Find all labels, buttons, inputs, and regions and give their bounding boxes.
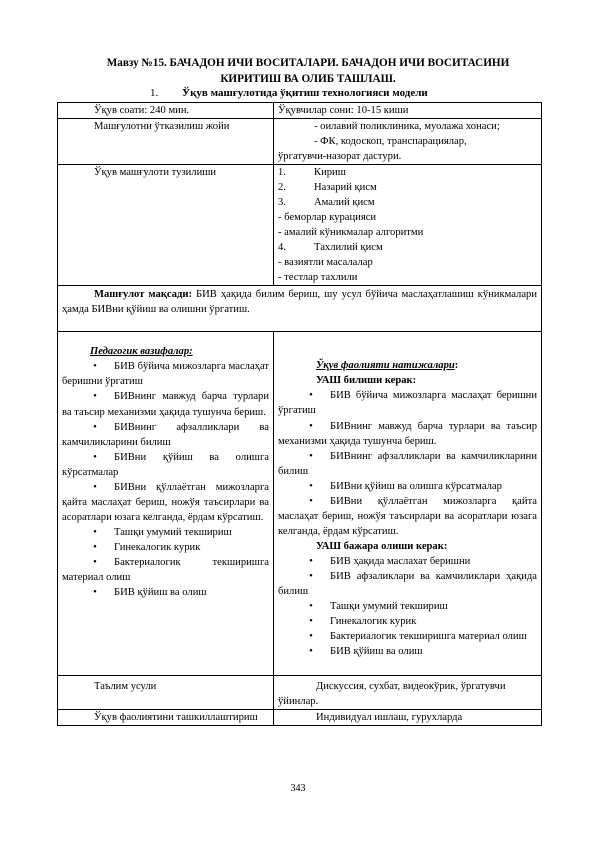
- technology-model-table: [57, 102, 542, 726]
- goal-cell: [58, 286, 542, 332]
- bullet-text: Гинекалогик курик: [114, 541, 201, 553]
- bullet-item: [278, 388, 537, 418]
- bullet-text: БИВни қўллаётган мижозларга қайта маслаҳат бериш, ножўя таъсирлари ва асоратлари юзага келганда, ёрдам кўрсатиш.: [278, 495, 537, 537]
- page-title: Мавзу №15. БАЧАДОН ИЧИ ВОСИТАЛАРИ. БАЧАДОН ИЧИ ВОСИТАСИНИ КИРИТИШ ВА ОЛИБ ТАШЛАШ.: [106, 57, 510, 85]
- bullet-text: БИВнинг афзалликлари ва камчиликларини билиш: [278, 450, 537, 477]
- bullet-text: БИВ қўйиш ва олиш: [114, 586, 207, 598]
- know-list: [278, 388, 537, 538]
- org-label: Ўқув фаолиятини ташкиллаштириш: [58, 710, 274, 726]
- bullet-item: [62, 540, 269, 555]
- bullet-item: [62, 450, 269, 480]
- bullet-item: [278, 554, 537, 569]
- bullet-item: [62, 585, 269, 600]
- bullet-text: БИВ афзаликлари ва камчиликлари ҳақида билиш: [278, 570, 537, 597]
- results-cell: Ўқув фаолияти натижалари: УАШ билиши керак: • БИВ бўйича мижозларга маслаҳат беришни ўргатиш • БИВнинг мавжуд барча турлари ва таъсир механизми ҳақида тушунча бериш. • БИВнинг афзалликлари ва камчиликларини билиш • БИВни қўйиш ва олишга кўрсатмалар • БИВни қўллаётган мижозларга қайта маслаҳат бериш, ножўя таъсирлари ва асоратлари юзага келганда, ёрдам кўрсатиш. УАШ бажара олиши керак: • БИВ ҳақида маслахат беришни • БИВ афзаликлари ва камчиликлари ҳақида билиш • Ташқи умумий текшириш • Гинекалогик курик • Бактериалогик текширишга материал олиш • БИВ қўйиш ва олиш: [274, 332, 542, 676]
- bullet-icon: •: [93, 556, 97, 568]
- table-row: [58, 286, 542, 332]
- place-line: - оилавий поликлиника, муолажа хонаси;: [314, 121, 500, 133]
- bullet-text: БИВнинг мавжуд барча турлари ва таъсир механизми ҳақида тушунча бериш.: [278, 420, 537, 447]
- bullet-icon: •: [309, 645, 313, 657]
- bullet-text: БИВнинг мавжуд барча турлари ва таъсир механизми ҳақида тушунча бериш.: [62, 391, 269, 418]
- bullet-icon: •: [93, 361, 97, 373]
- section-heading: [150, 86, 428, 102]
- students-cell: Ўқувчилар сони: 10-15 киши: [274, 103, 542, 119]
- bullet-item: [278, 419, 537, 449]
- bullet-text: БИВ ҳақида маслахат беришни: [330, 555, 471, 567]
- results-title: Ўқув фаолияти натижалари: [316, 360, 455, 372]
- bullet-icon: •: [93, 421, 97, 433]
- bullet-icon: •: [309, 480, 313, 492]
- bullet-text: БИВни қўйиш ва олишга кўрсатмалар: [330, 480, 502, 492]
- bullet-text: Гинекалогик курик: [330, 615, 417, 627]
- bullet-icon: •: [309, 495, 313, 507]
- bullet-text: БИВ бўйича мижозларга маслаҳат беришни ўргатиш: [278, 390, 537, 417]
- list-item: 1. Кириш: [278, 167, 346, 179]
- method-label: Таълим усули: [58, 676, 274, 710]
- list-subitem: - тестлар тахлили: [278, 272, 358, 284]
- section-number: 1.: [150, 87, 159, 99]
- bullet-item: [278, 479, 537, 494]
- bullet-item: [278, 614, 537, 629]
- bullet-icon: •: [93, 541, 97, 553]
- bullet-text: Бактериалогик текширишга материал олиш: [62, 556, 269, 583]
- bullet-icon: •: [93, 391, 97, 403]
- bullet-text: Бактериалогик текширишга материал олиш: [330, 630, 527, 642]
- list-item: 4. Тахлилий қисм: [278, 242, 383, 254]
- bullet-item: [278, 599, 537, 614]
- bullet-icon: •: [93, 451, 97, 463]
- bullet-item: [278, 449, 537, 479]
- know-title: УАШ билиши керак:: [316, 375, 417, 387]
- table-row: [58, 676, 542, 710]
- bullet-item: [62, 389, 269, 419]
- table-row: [58, 103, 542, 119]
- list-subitem: - беморлар курацияси: [278, 212, 377, 224]
- bullet-icon: •: [309, 570, 313, 582]
- page-number: 343: [290, 783, 306, 794]
- section-title: Ўқув машғулотида ўқитиш технологияси модели: [182, 87, 428, 99]
- bullet-text: БИВнинг афзалликлари ва камчиликларини билиш: [62, 421, 269, 448]
- bullet-icon: •: [309, 615, 313, 627]
- bullet-item: [278, 629, 537, 644]
- bullet-icon: •: [93, 526, 97, 538]
- bullet-item: [62, 359, 269, 389]
- bullet-icon: •: [309, 555, 313, 567]
- list-item: 2. Назарий қисм: [278, 182, 377, 194]
- org-value: Индивидуал ишлаш, гурухларда: [316, 712, 463, 724]
- list-subitem: - вазиятли масалалар: [278, 257, 373, 269]
- place-label: Машғулотни ўтказилиш жойи: [58, 119, 274, 165]
- bullet-icon: •: [93, 481, 97, 493]
- goal-text: БИВ ҳақида билим бериш, шу усул бўйича маслаҳатлашиш кўникмалари ҳамда БИВни қўйиш ва олишни ўргатиш.: [62, 289, 537, 316]
- pedagogical-tasks-cell: [58, 332, 274, 676]
- bullet-icon: •: [93, 586, 97, 598]
- table-row: [58, 119, 542, 165]
- method-value: Дискуссия, сухбат, видеокўрик, ўргатувчи ўйинлар.: [278, 681, 506, 708]
- bullet-item: [62, 555, 269, 585]
- bullet-icon: •: [309, 390, 313, 402]
- do-list: [278, 554, 537, 659]
- method-cell: [274, 676, 542, 710]
- bullet-text: Ташқи умумий текшириш: [330, 600, 448, 612]
- bullet-text: БИВ қўйиш ва олиш: [330, 645, 423, 657]
- place-line: ўргатувчи-назорат дастури.: [278, 151, 402, 163]
- do-title: УАШ бажара олиши керак:: [316, 540, 448, 552]
- pedagogical-tasks-list: [62, 359, 269, 600]
- bullet-item: [278, 569, 537, 599]
- bullet-icon: •: [309, 420, 313, 432]
- goal-label: Машғулот мақсади:: [94, 289, 193, 301]
- bullet-item: [278, 494, 537, 539]
- bullet-icon: •: [309, 600, 313, 612]
- list-item: 3. Амалий қисм: [278, 197, 375, 209]
- bullet-text: БИВни қўйиш ва олишга кўрсатмалар: [62, 451, 269, 478]
- place-line: - ФК, кодоскоп, транспарациялар,: [314, 136, 467, 148]
- bullet-icon: •: [309, 630, 313, 642]
- bullet-icon: •: [309, 450, 313, 462]
- bullet-text: БИВни қўллаётган мижозларга қайта маслаҳат бериш, ножўя таъсирлари ва асоратлари юзага келганда, ёрдам кўрсатиш.: [62, 481, 269, 523]
- table-row: [58, 710, 542, 726]
- place-cell: [274, 119, 542, 165]
- bullet-item: [278, 644, 537, 659]
- bullet-text: БИВ бўйича мижозларга маслаҳат беришни ўргатиш: [62, 361, 269, 388]
- bullet-text: Ташқи умумий текшириш: [114, 526, 232, 538]
- structure-label: Ўқув машғулоти тузилиши: [58, 165, 274, 286]
- bullet-item: [62, 525, 269, 540]
- list-subitem: - амалий кўникмалар алгоритми: [278, 227, 424, 239]
- pedagogical-tasks-title: Педагогик вазифалар:: [90, 346, 193, 358]
- table-row: [58, 165, 542, 286]
- bullet-item: [62, 480, 269, 525]
- org-cell: [274, 710, 542, 726]
- bullet-item: [62, 420, 269, 450]
- table-row: [58, 332, 542, 676]
- structure-cell: [274, 165, 542, 286]
- hours-cell: Ўқув соати: 240 мин.: [58, 103, 274, 119]
